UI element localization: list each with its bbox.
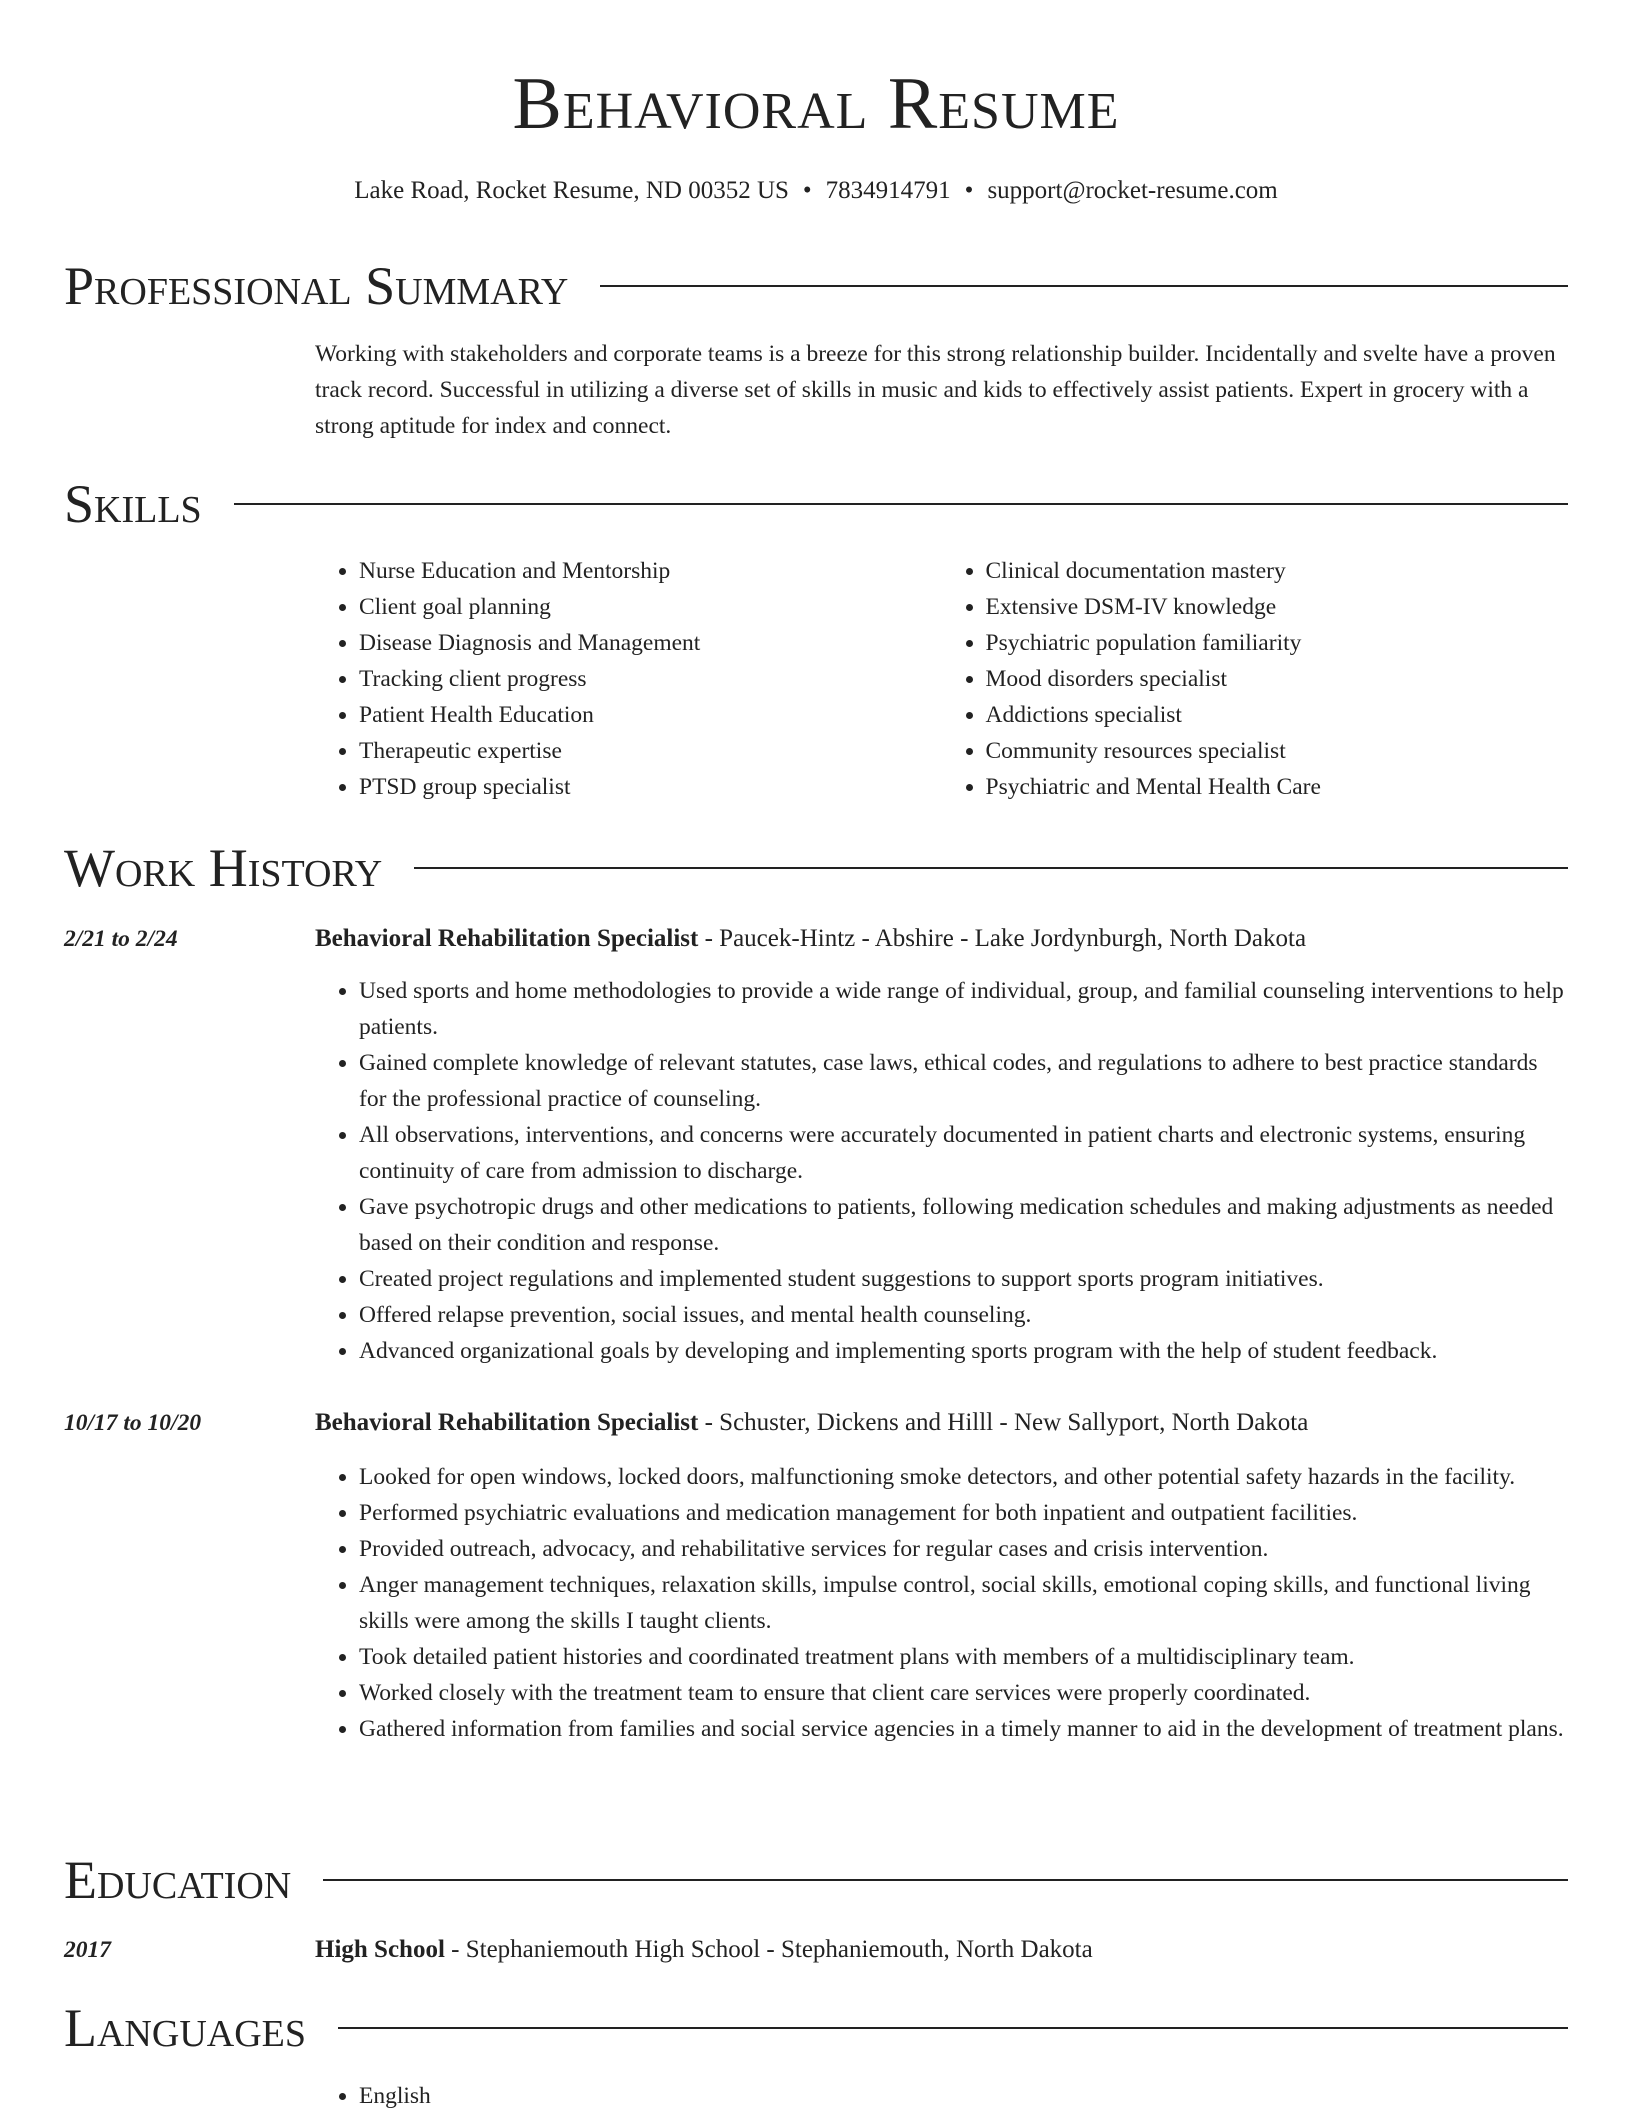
section-divider (338, 2027, 1568, 2029)
skill-item: • Client goal planning (359, 589, 942, 625)
skills-list-left (315, 553, 942, 805)
language-item: • English (359, 2078, 1568, 2114)
contact-address: Lake Road, Rocket Resume, ND 00352 US (354, 177, 789, 204)
job-bullet: • All observations, interventions, and concerns were accurately documented in patient charts and electronic systems, ensuring continuity of care from admission to discharge. (359, 1117, 1568, 1189)
job-bullet: • Took detailed patient histories and coordinated treatment plans with members of a multidisciplinary team. (359, 1639, 1568, 1675)
section-title-summary: Professional Summary (64, 256, 569, 316)
job-bullet: • Performed psychiatric evaluations and medication management for both inpatient and outpatient facilities. (359, 1495, 1568, 1531)
skill-item: • Extensive DSM-IV knowledge (986, 589, 1569, 625)
skills-columns (315, 553, 1568, 805)
section-divider (234, 503, 1568, 505)
job-bullet: • Advanced organizational goals by developing and implementing sports program with the help of student feedback. (359, 1333, 1568, 1369)
skill-item: • Patient Health Education (359, 697, 942, 733)
education-school: - Stephaniemouth High School - Stephaniemouth, North Dakota (444, 1936, 1093, 1963)
section-divider (600, 285, 1568, 287)
job-bullets (315, 973, 1568, 1369)
skill-item: • Nurse Education and Mentorship (359, 553, 942, 589)
contact-email: support@rocket-resume.com (987, 177, 1278, 204)
job-bullet: • Gave psychotropic drugs and other medications to patients, following medication schedules and making adjustments as needed based on their condition and response. (359, 1189, 1568, 1261)
skill-item: • PTSD group specialist (359, 769, 942, 805)
section-divider (323, 1879, 1568, 1881)
job-dates: 10/17 to 10/20 (64, 1410, 202, 1436)
job-employer: - Schuster, Dickens and Hilll - New Sallyport, North Dakota (698, 1409, 1309, 1436)
job-heading (315, 1405, 1568, 1441)
job-bullet: • Anger management techniques, relaxation skills, impulse control, social skills, emotional coping skills, and functional living skills were among the skills I taught clients. (359, 1567, 1568, 1639)
job-bullet: • Provided outreach, advocacy, and rehabilitative services for regular cases and crisis intervention. (359, 1531, 1568, 1567)
summary-paragraph: Working with stakeholders and corporate teams is a breeze for this strong relationship builder. Incidentally and svelte have a proven track record. Successful in utilizing a diverse set of skills in music and kids to effectively assist patients. Expert in grocery with a strong aptitude for index and connect. (315, 341, 1556, 439)
job-title: Behavioral Rehabilitation Specialist (315, 1409, 699, 1436)
section-header-languages (64, 1994, 1568, 2062)
contact-phone: 7834914791 (825, 177, 951, 204)
skill-item: • Psychiatric population familiarity (986, 625, 1569, 661)
section-title-work: Work History (64, 838, 383, 898)
contact-line (0, 174, 1632, 208)
job-bullet: • Looked for open windows, locked doors, malfunctioning smoke detectors, and other potential safety hazards in the facility. (359, 1459, 1568, 1495)
education-degree: High School (315, 1936, 445, 1963)
resume-name: Behavioral Resume (512, 63, 1120, 145)
section-header-skills (64, 470, 1568, 538)
section-header-work (64, 834, 1568, 902)
skill-item: • Disease Diagnosis and Management (359, 625, 942, 661)
job-bullet: • Created project regulations and implemented student suggestions to support sports program initiatives. (359, 1261, 1568, 1297)
job-heading (315, 921, 1568, 957)
job-bullet: • Gathered information from families and social service agencies in a timely manner to aid in the development of treatment plans. (359, 1711, 1568, 1747)
section-title-languages: Languages (64, 1998, 306, 2058)
job-employer: - Paucek-Hintz - Abshire - Lake Jordynburgh, North Dakota (698, 925, 1307, 952)
section-title-education: Education (64, 1850, 292, 1910)
contact-separator: • (802, 177, 812, 204)
section-header-summary (64, 252, 1568, 320)
job-dates: 2/21 to 2/24 (64, 926, 178, 952)
skill-item: • Therapeutic expertise (359, 733, 942, 769)
skill-item: • Addictions specialist (986, 697, 1569, 733)
skill-item: • Community resources specialist (986, 733, 1569, 769)
skill-item: • Psychiatric and Mental Health Care (986, 769, 1569, 805)
contact-separator: • (964, 177, 974, 204)
job-bullet: • Gained complete knowledge of relevant statutes, case laws, ethical codes, and regulations to adhere to best practice standards for the professional practice of counseling. (359, 1045, 1568, 1117)
job-bullet: • Worked closely with the treatment team to ensure that client care services were properly coordinated. (359, 1675, 1568, 1711)
section-header-education (64, 1846, 1568, 1914)
skill-item: • Clinical documentation mastery (986, 553, 1569, 589)
education-heading (315, 1932, 1568, 1968)
job-bullets (315, 1459, 1568, 1747)
section-title-skills: Skills (64, 474, 202, 534)
job-title: Behavioral Rehabilitation Specialist (315, 925, 699, 952)
skill-item: • Mood disorders specialist (986, 661, 1569, 697)
section-divider (414, 867, 1568, 869)
education-year: 2017 (64, 1937, 111, 1963)
languages-list (315, 2078, 1568, 2114)
job-bullet: • Used sports and home methodologies to provide a wide range of individual, group, and familial counseling interventions to help patients. (359, 973, 1568, 1045)
skill-item: • Tracking client progress (359, 661, 942, 697)
skills-list-right (942, 553, 1569, 805)
job-bullet: • Offered relapse prevention, social issues, and mental health counseling. (359, 1297, 1568, 1333)
